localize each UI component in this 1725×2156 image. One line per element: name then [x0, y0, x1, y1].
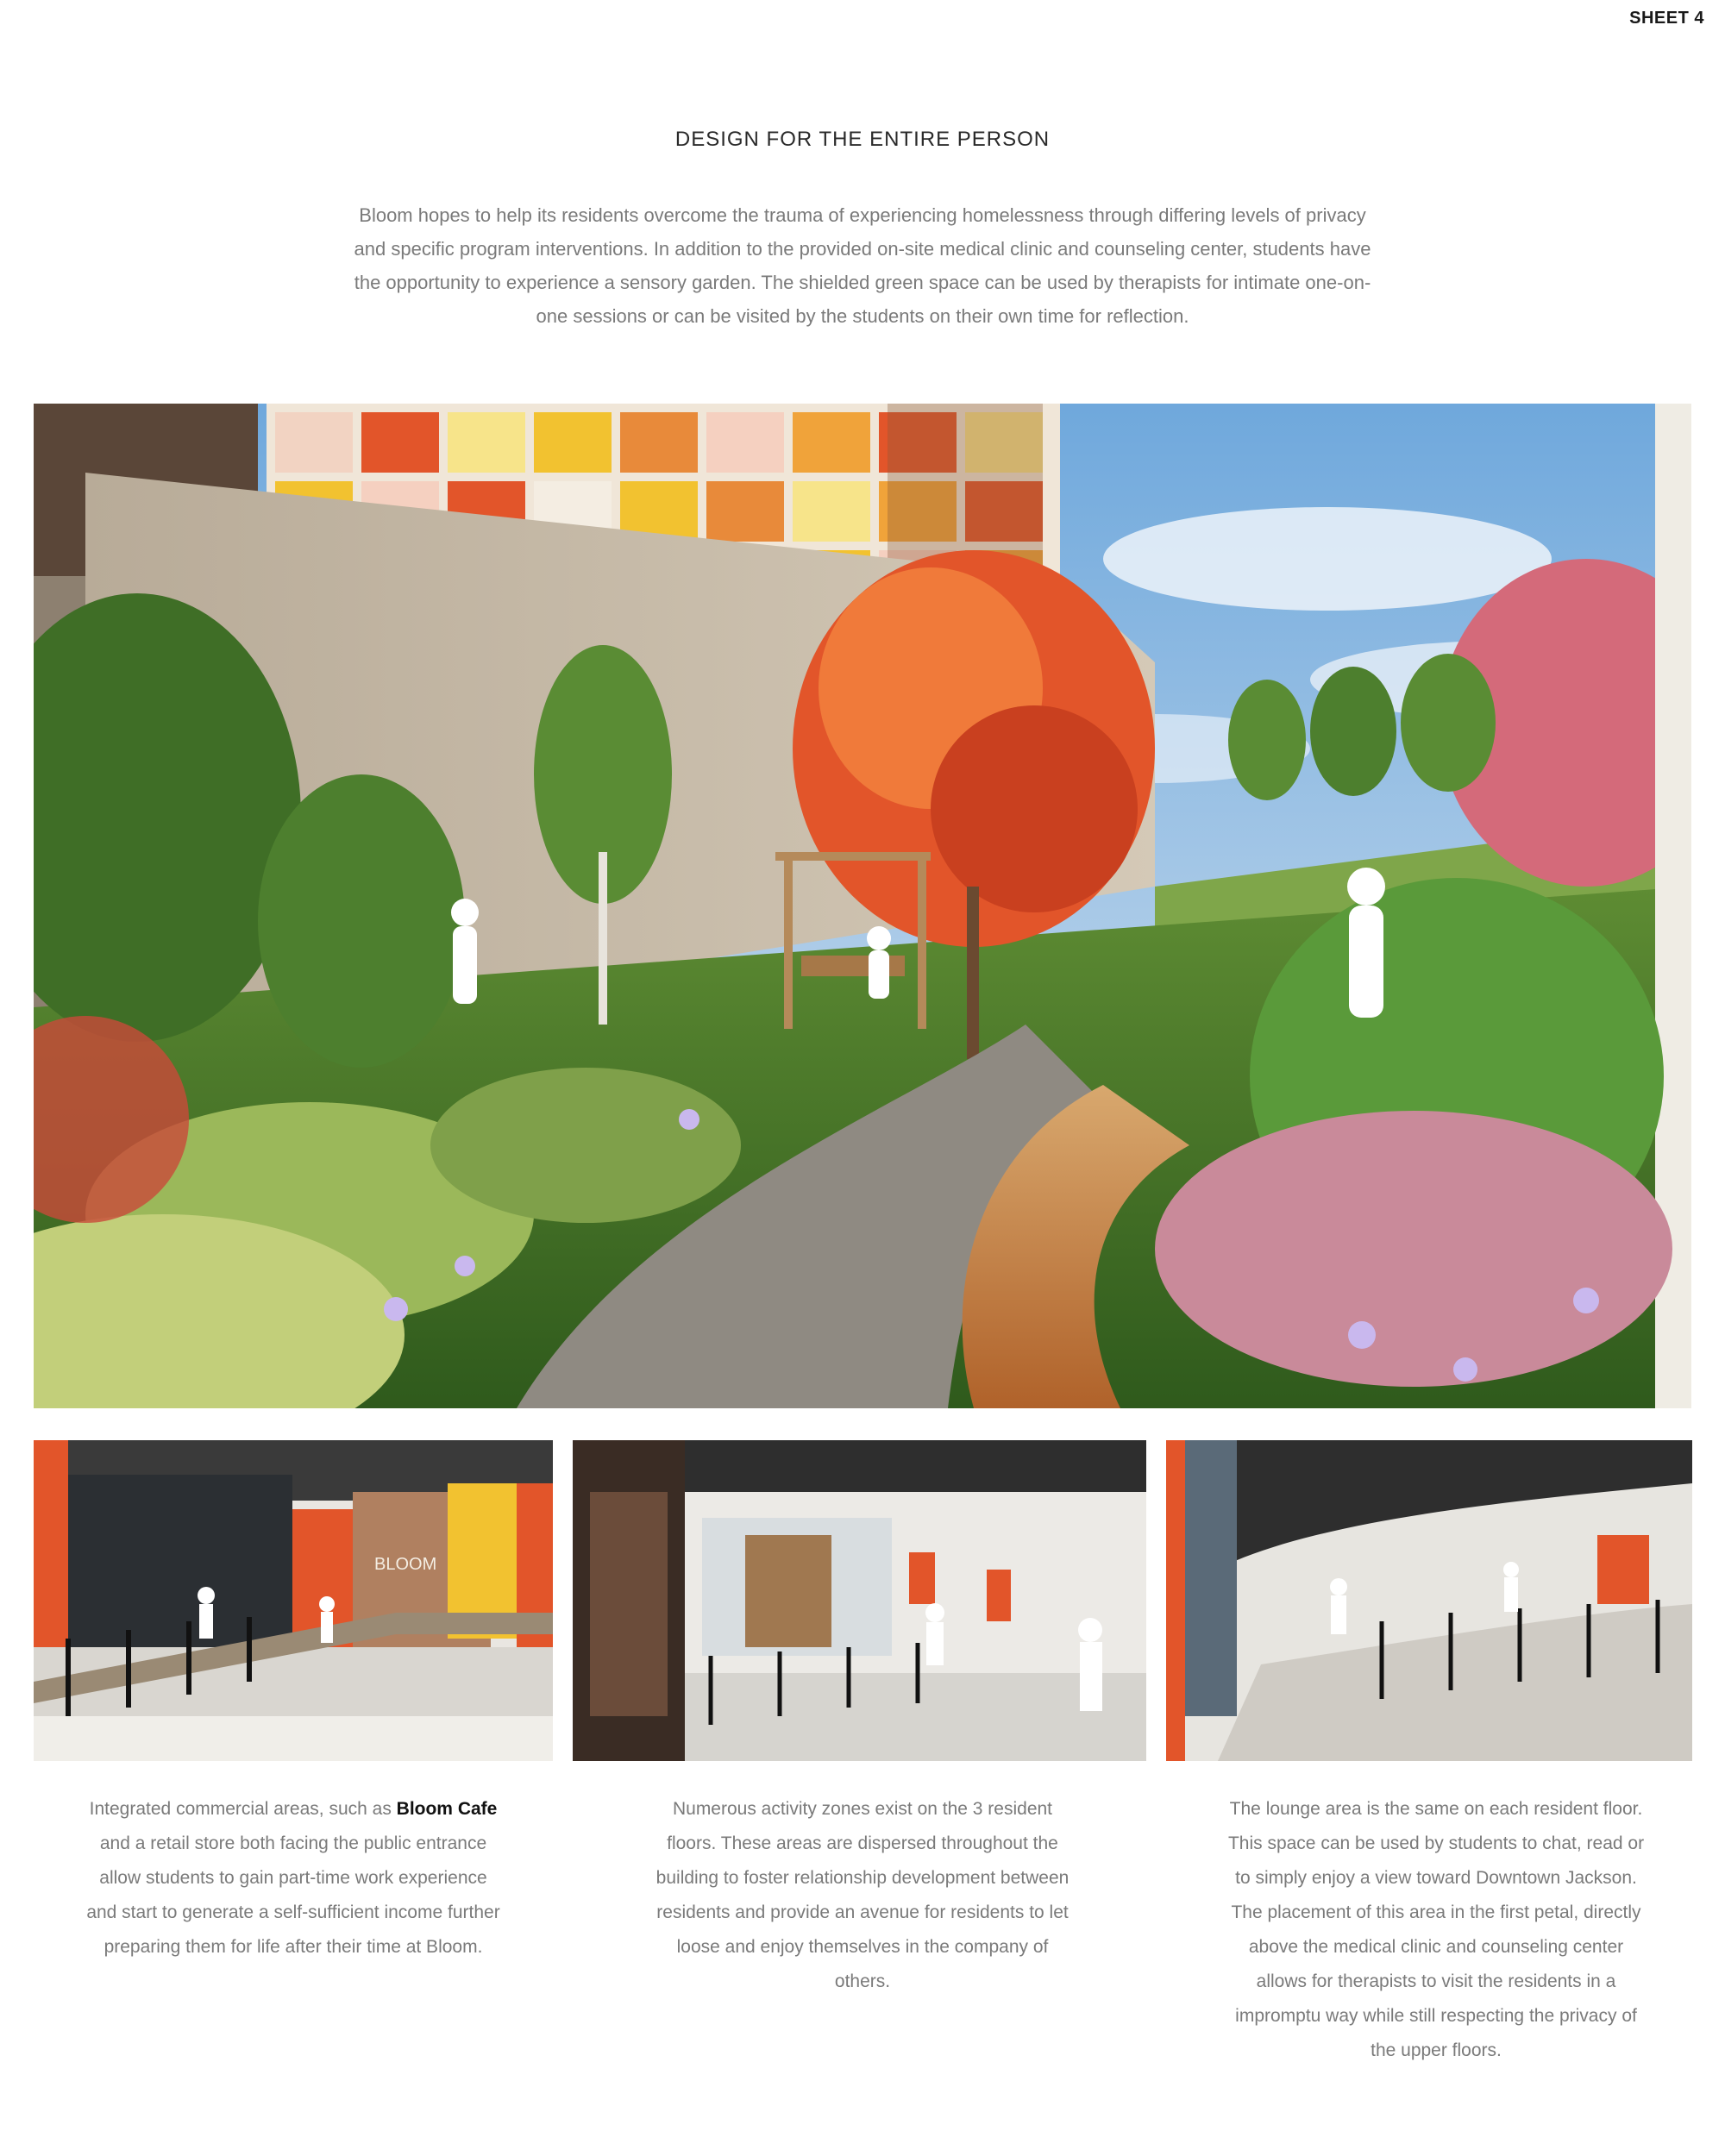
sheet-label: SHEET 4 — [1629, 9, 1704, 28]
cafe-sign: BLOOM — [374, 1555, 437, 1574]
bloom-cafe-illustration — [34, 1440, 553, 1761]
intro-paragraph: Bloom hopes to help its residents overcome the trauma of experiencing homelessness through differing levels of privacy and specific program interventions. In addition to the provided on-site medical clinic and counseling center, students have the opportunity to experience a sensory garden. The shielded green space can be used by therapists for intimate one-on-one sessions or can be visited by the students on their own time for reflection. — [354, 204, 1371, 327]
lounge-caption: The lounge area is the same on each resident floor. This space can be used by students to chat, read or to simply enjoy a view toward Downtown Jackson. The placement of this area in the first petal, directly above the medical clinic and counseling center allows for therapists to visit the residents in a impromptu way while still respecting the privacy of the upper floors. — [1227, 1799, 1645, 2060]
cafe-caption-tail: and a retail store both facing the public entrance allow students to gain part-time work experience and start to generate a self-sufficient income further preparing them for life after their time at Bloom. — [86, 1833, 500, 1957]
sensory-garden-image — [34, 404, 1691, 1408]
cafe-caption — [86, 1792, 500, 1965]
cafe-caption-lead: Integrated commercial areas, such as — [89, 1799, 397, 1819]
bloom-cafe-highlight: Bloom Cafe — [396, 1799, 498, 1819]
bloom-cafe-image — [34, 1440, 553, 1761]
activity-zone-illustration — [573, 1440, 1146, 1761]
sensory-garden-illustration — [34, 404, 1691, 1408]
page-title: DESIGN FOR THE ENTIRE PERSON — [674, 128, 1051, 151]
activity-caption: Numerous activity zones exist on the 3 resident floors. These areas are dispersed throughout the building to foster relationship development between residents and provide an avenue for residents to let loose and enjoy themselves in the company of others. — [656, 1799, 1070, 1991]
lounge-image — [1166, 1440, 1692, 1761]
activity-zone-image — [573, 1440, 1146, 1761]
lounge-illustration — [1166, 1440, 1692, 1761]
